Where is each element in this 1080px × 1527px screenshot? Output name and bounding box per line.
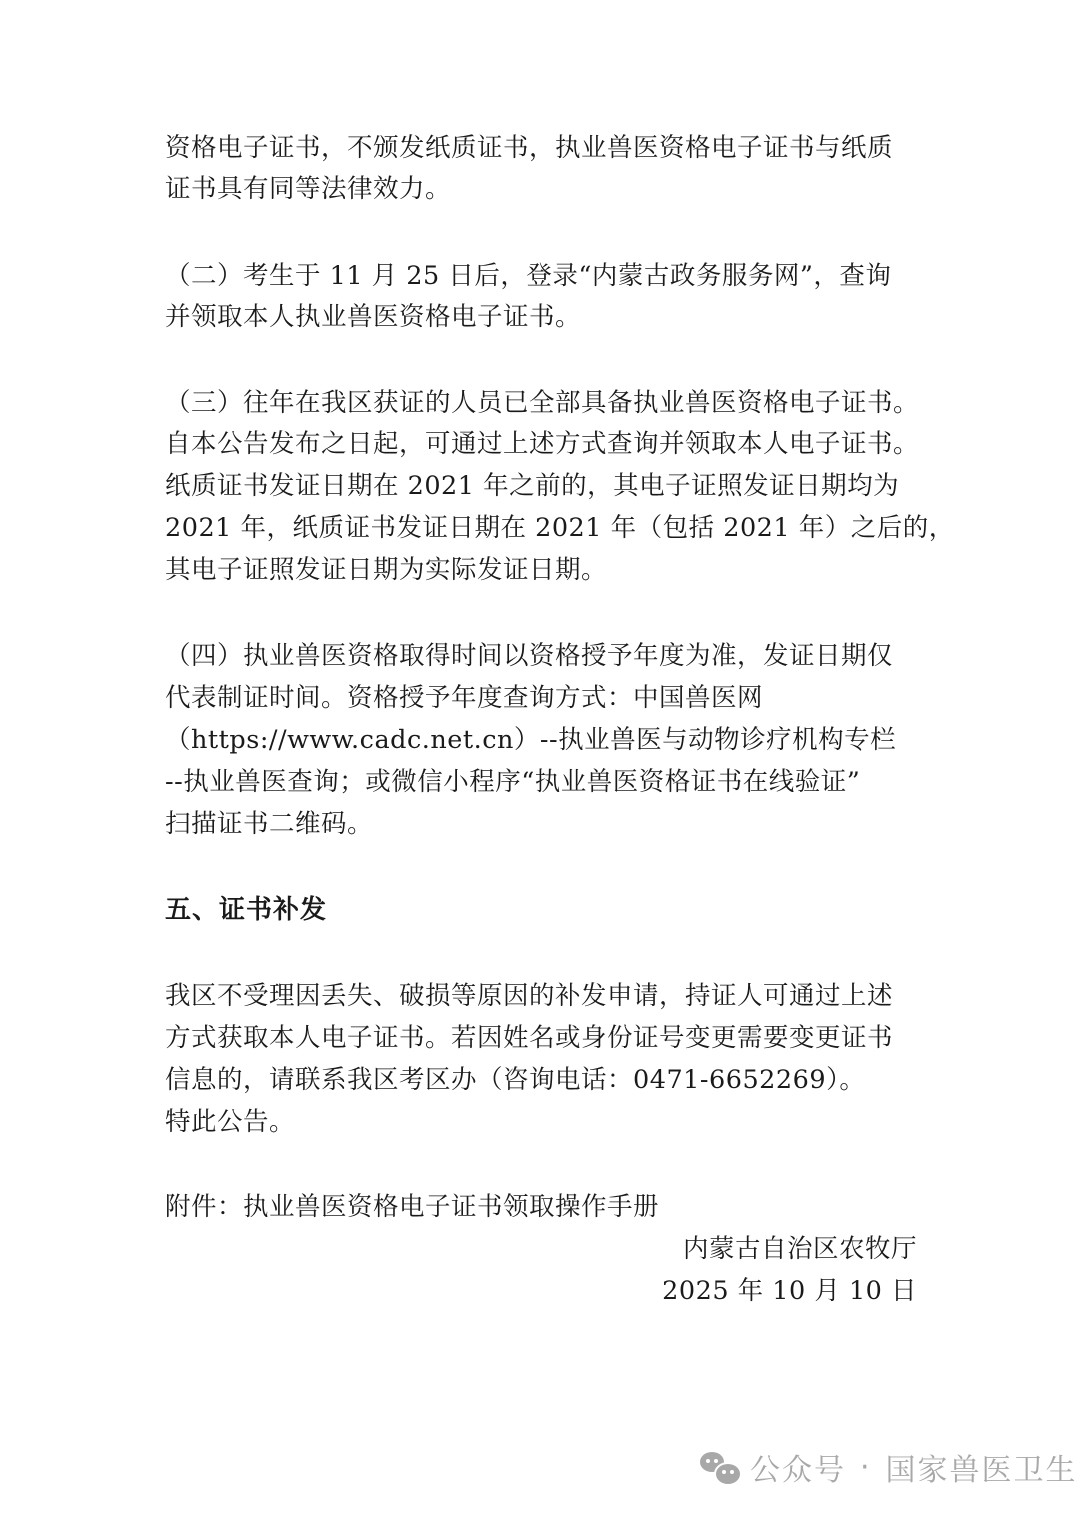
watermark-account-name: 国家兽医卫生 [885, 1453, 1078, 1488]
item-3-line: （三）往年在我区获证的人员已全部具备执业兽医资格电子证书。 [165, 388, 920, 418]
attachment-note: 附件：执业兽医资格电子证书领取操作手册 [165, 1192, 660, 1222]
item-4-line: 扫描证书二维码。 [165, 809, 374, 839]
watermark-separator: · [860, 1449, 872, 1485]
paragraph-line: 证书具有同等法律效力。 [165, 174, 452, 204]
section-5-line: 我区不受理因丢失、破损等原因的补发申请，持证人可通过上述 [165, 981, 894, 1011]
item-2-line: （二）考生于 11 月 25 日后，登录“内蒙古政务服务网”，查询 [165, 261, 892, 291]
item-3-line: 自本公告发布之日起，可通过上述方式查询并领取本人电子证书。 [165, 429, 920, 459]
item-2-line: 并领取本人执业兽医资格电子证书。 [165, 302, 582, 332]
item-3-line: 纸质证书发证日期在 2021 年之前的，其电子证照发证日期均为 [165, 471, 900, 501]
watermark-prefix: 公众号 [750, 1453, 846, 1488]
item-4-line: （四）执业兽医资格取得时间以资格授予年度为准，发证日期仅 [165, 641, 894, 671]
closing-statement: 特此公告。 [165, 1107, 296, 1137]
signature-organization: 内蒙古自治区农牧厅 [682, 1234, 917, 1264]
wechat-watermark [700, 1445, 1078, 1489]
section-heading: 五、证书补发 [165, 895, 328, 925]
item-4-url-line: （https://www.cadc.net.cn）--执业兽医与动物诊疗机构专栏 [165, 725, 897, 755]
section-5-phone-line: 信息的，请联系我区考区办（咨询电话：0471-6652269）。 [165, 1065, 866, 1095]
item-3-line: 其电子证照发证日期为实际发证日期。 [165, 555, 608, 585]
item-4-line: 代表制证时间。资格授予年度查询方式：中国兽医网 [165, 683, 764, 713]
item-4-line: --执业兽医查询；或微信小程序“执业兽医资格证书在线验证” [165, 767, 861, 797]
wechat-icon [700, 1450, 740, 1484]
paragraph-line: 资格电子证书，不颁发纸质证书，执业兽医资格电子证书与纸质 [165, 133, 894, 163]
section-5-line: 方式获取本人电子证书。若因姓名或身份证号变更需要变更证书 [165, 1023, 894, 1053]
item-3-line: 2021 年，纸质证书发证日期在 2021 年（包括 2021 年）之后的， [165, 513, 955, 543]
signature-date: 2025 年 10 月 10 日 [662, 1276, 917, 1306]
